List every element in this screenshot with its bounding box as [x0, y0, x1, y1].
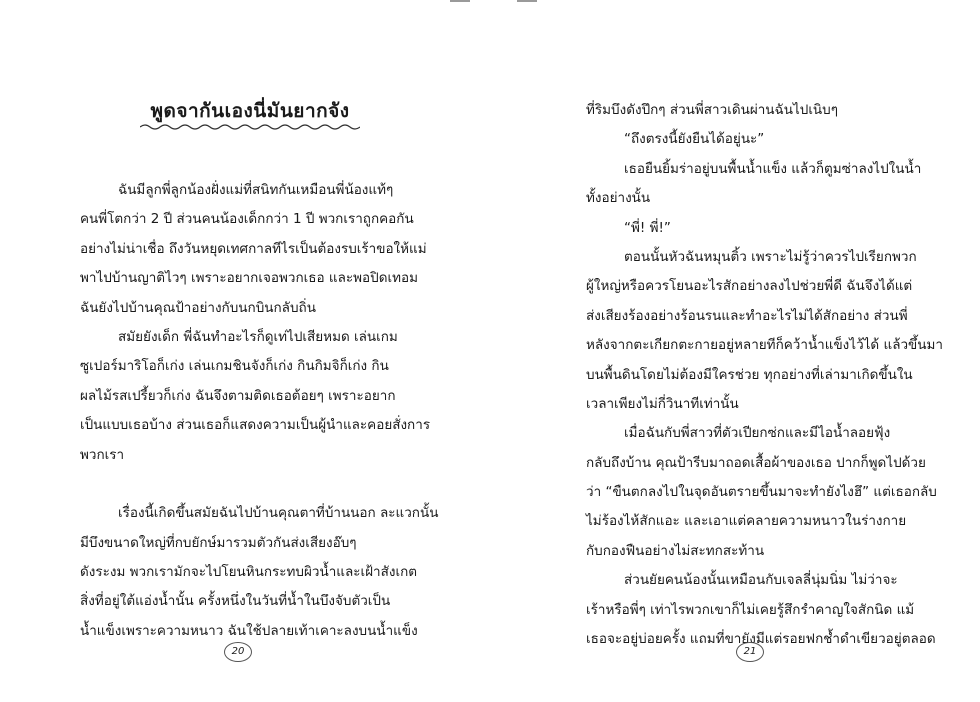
text-line: พวกเรา	[80, 446, 125, 463]
text-line: อย่างไม่น่าเชื่อ ถึงวันหยุดเทศกาลทีไรเป็นต้องรบเร้าขอให้แม่	[80, 240, 427, 257]
page-number-right: 21	[736, 642, 764, 662]
text-line: ทั้งอย่างนั้น	[586, 190, 651, 207]
text-line: “ถึงตรงนี้ยังยืนได้อยู่นะ”	[624, 131, 765, 148]
text-line: ฉันยังไปบ้านคุณป้าอย่างกับนกบินกลับถิ่น	[80, 299, 316, 316]
text-line: สิ่งที่อยู่ใต้แอ่งน้ำนั้น ครั้งหนึ่งในวันที่น้ำในบึงจับตัวเป็น	[80, 593, 391, 610]
text-line: ผลไม้รสเปรี้ยวก็เก่ง ฉันจึงตามติดเธอต้อยๆ เพราะอยาก	[80, 387, 396, 404]
text-line: ว่า “ขืนตกลงไปในจุดอันตรายขึ้นมาจะทำยังไงฮึ” แต่เธอกลับ	[586, 484, 937, 501]
text-line: มีบึงขนาดใหญ่ที่กบยักษ์มารวมตัวกันส่งเสียงอ๊บๆ	[80, 534, 357, 551]
text-line: น้ำแข็งเพราะความหนาว ฉันใช้ปลายเท้าเคาะลงบนน้ำแข็ง	[80, 622, 418, 639]
text-line: “พี่! พี่!”	[624, 219, 671, 236]
right-page-body	[586, 96, 943, 654]
text-line: ตอนนั้นหัวฉันหมุนติ้ว เพราะไม่รู้ว่าควรไปเรียกพวก	[624, 248, 917, 265]
text-line: หลังจากตะเกียกตะกายอยู่หลายทีก็คว้าน้ำแข็งไว้ได้ แล้วขึ้นมา	[586, 337, 943, 354]
text-line: เรื่องนี้เกิดขึ้นสมัยฉันไปบ้านคุณตาที่บ้านนอก ละแวกนั้น	[118, 505, 439, 522]
text-line: ส่วนยัยคนน้องนั้นเหมือนกับเจลลี่นุ่มนิ่ม ไม่ว่าจะ	[624, 572, 898, 589]
chapter-title: พูดจากันเองนี่มันยากจัง	[150, 100, 350, 122]
text-line: ที่ริมบึงดังปึกๆ ส่วนพี่สาวเดินผ่านฉันไปเนิบๆ	[586, 102, 838, 118]
text-line: ส่งเสียงร้องอย่างร้อนรนและทำอะไรไม่ได้สักอย่าง ส่วนพี่	[586, 307, 908, 324]
text-line: เมื่อฉันกับพี่สาวที่ตัวเปียกซ่กและมีไอน้ำลอยฟุ้ง	[624, 425, 891, 442]
text-line: เร้าหรือพี่ๆ เท่าไรพวกเขาก็ไม่เคยรู้สึกรำคาญใจสักนิด แม้	[586, 601, 915, 618]
text-line: เวลาเพียงไม่กี่วินาทีเท่านั้น	[586, 395, 739, 412]
text-line: ซูเปอร์มาริโอก็เก่ง เล่นเกมชินจังก็เก่ง กินกิมจิก็เก่ง กิน	[80, 358, 389, 375]
text-line: บนพื้นดินโดยไม่ต้องมีใครช่วย ทุกอย่างที่เล่ามาเกิดขึ้นใน	[586, 366, 913, 383]
right-page	[490, 0, 980, 702]
text-line: เธอยืนยิ้มร่าอยู่บนพื้นน้ำแข็ง แล้วก็ตูมซ่าลงไปในน้ำ	[624, 160, 922, 177]
left-page-body	[80, 176, 439, 646]
text-line: ดังระงม พวกเรามักจะไปโยนหินกระทบผิวน้ำและเฝ้าสังเกต	[80, 564, 418, 581]
text-line: เธอจะอยู่บ่อยครั้ง แถมที่ขายังมีแต่รอยฟกช้ำดำเขียวอยู่ตลอด	[586, 631, 936, 648]
text-line: ฉันมีลูกพี่ลูกน้องฝั่งแม่ที่สนิทกันเหมือนพี่น้องแท้ๆ	[118, 182, 394, 198]
text-line: สมัยยังเด็ก พี่ฉันทำอะไรก็ดูเท่ไปเสียหมด เล่นเกม	[118, 328, 398, 345]
text-line: กลับถึงบ้าน คุณป้ารีบมาถอดเสื้อผ้าของเธอ ปากก็พูดไปด้วย	[586, 454, 926, 471]
text-line: ไม่ร้องไห้สักแอะ และเอาแต่คลายความหนาวในร่างกาย	[586, 513, 907, 530]
page-number-left: 20	[224, 642, 252, 662]
text-line: ผู้ใหญ่หรือควรโยนอะไรสักอย่างลงไปช่วยพี่ดี ฉันจึงได้แต่	[586, 278, 913, 295]
title-wavy-underline	[140, 122, 360, 132]
text-line: กับกองฟืนอย่างไม่สะทกสะท้าน	[586, 542, 765, 559]
paragraph-gap	[80, 470, 400, 499]
text-line: คนพี่โตกว่า 2 ปี ส่วนคนน้องเด็กกว่า 1 ปี พวกเราถูกคอกัน	[80, 211, 414, 228]
text-line: เป็นแบบเธอบ้าง ส่วนเธอก็แสดงความเป็นผู้นำและคอยสั่งการ	[80, 417, 431, 434]
text-line: พาไปบ้านญาติไวๆ เพราะอยากเจอพวกเธอ และพอปิดเทอม	[80, 270, 418, 287]
